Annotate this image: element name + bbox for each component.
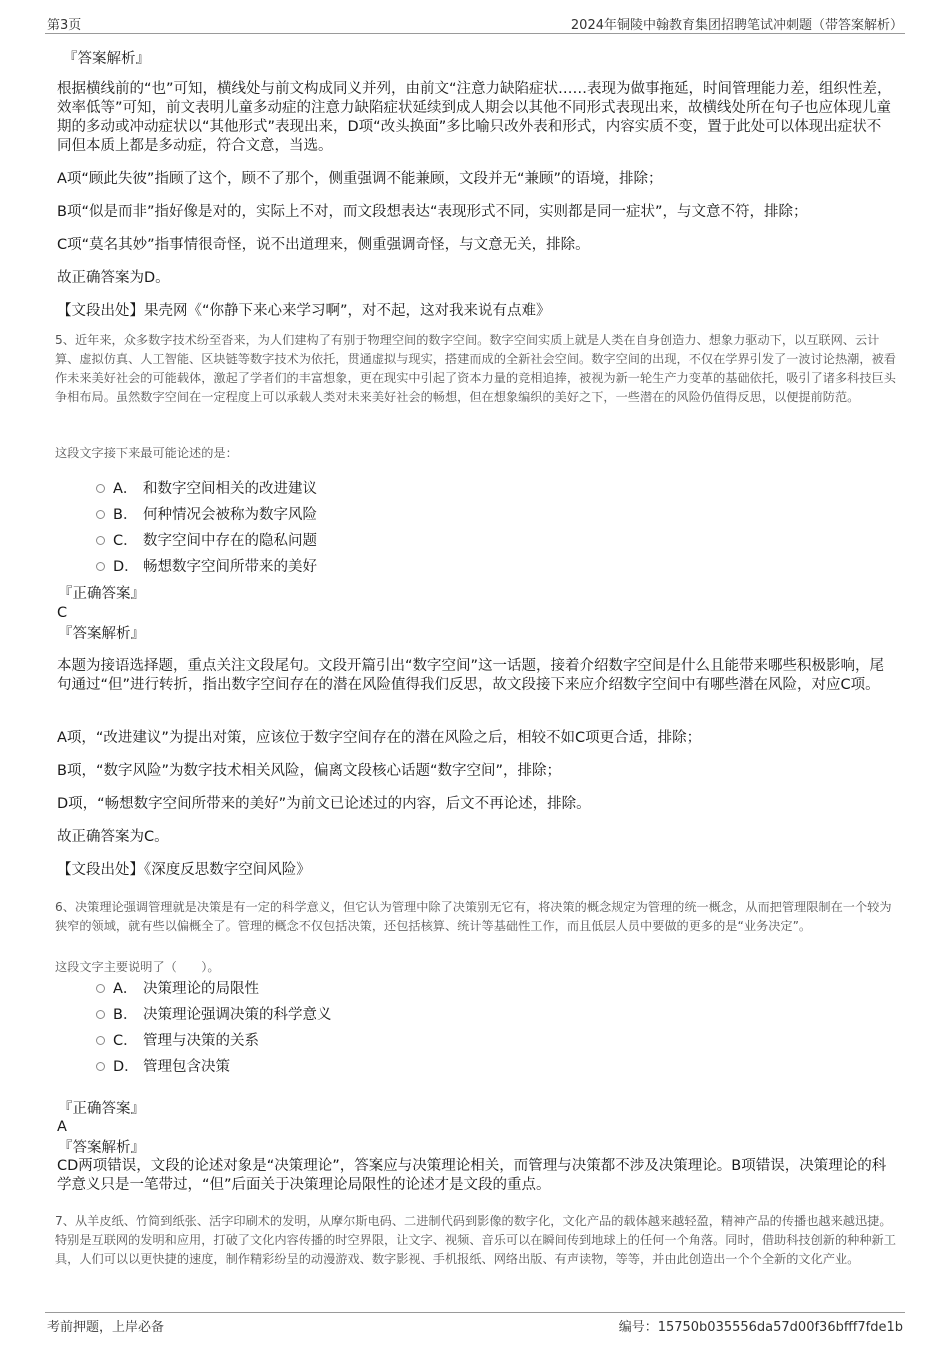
q5-option-a[interactable]: A． 和数字空间相关的改进建议 <box>96 479 317 499</box>
page-number: 第3页 <box>47 18 82 33</box>
q5-option-b-analysis: B项，“数字风险”为数字技术相关风险，偏离文段核心话题“数字空间”，排除； <box>57 763 561 779</box>
page-footer <box>45 1312 905 1335</box>
q6-analysis-label: 『答案解析』 <box>58 1140 145 1156</box>
q4-source: 【文段出处】果壳网《“你静下来心来学习啊”，对不起，这对我来说有点难》 <box>57 303 551 319</box>
page-header <box>45 13 905 34</box>
q6-answer-label: 『正确答案』 <box>58 1101 145 1117</box>
q6-question: 这段文字主要说明了（ ）。 <box>55 960 220 974</box>
q5-stem: 5、近年来，众多数字技术纷至沓来，为人们建构了有别于物理空间的数字空间。数字空间实质上就是人类在自身创造力、想象力驱动下，以互联网、云计算、虚拟仿真、人工智能、区块链等数字技术为依托，贯通虚拟与现实，搭建而成的全新社会空间。数字空间的出现，不仅在学界引发了一波讨论热潮，被看作未来美好社会的可能载体，激起了学者们的丰富想象，更在现实中引起了资本力量的竞相追捧，被视为新一轮生产力变革的基础依托，吸引了诸多科技巨头争相布局。虽然数字空间在一定程度上可以承载人类对未来美好社会的畅想，但在想象编织的美好之下，一些潜在的风险仍值得反思，以便提前防范。 <box>55 333 896 404</box>
radio-icon[interactable] <box>96 484 105 493</box>
q5-option-c[interactable]: C． 数字空间中存在的隐私问题 <box>96 531 317 551</box>
footer-slogan: 考前押题，上岸必备 <box>47 1320 165 1335</box>
radio-icon[interactable] <box>96 1062 105 1071</box>
q5-question: 这段文字接下来最可能论述的是： <box>55 446 238 460</box>
q5-answer-label: 『正确答案』 <box>58 586 145 602</box>
document-title: 2024年铜陵中翰教育集团招聘笔试冲刺题（带答案解析） <box>570 18 903 33</box>
radio-icon[interactable] <box>96 1010 105 1019</box>
q4-option-b-analysis: B项“似是而非”指好像是对的，实际上不对，而文段想表达“表现形式不同，实则都是同一症状”，与文意不符，排除； <box>57 204 808 220</box>
radio-icon[interactable] <box>96 984 105 993</box>
radio-icon[interactable] <box>96 536 105 545</box>
document-id: 编号：15750b035556da57d00f36bfff7fde1b <box>618 1320 903 1335</box>
q4-analysis: 根据横线前的“也”可知，横线处与前文构成同义并列，由前文“注意力缺陷症状……表现为做事拖延，时间管理能力差，组织性差，效率低等”可知，前文表明儿童多动症的注意力缺陷症状延续到成人期会以其他不同形式表现出来，故横线处所在句子也应体现儿童期的多动或冲动症状以“其他形式”表现出来，D项“改头换面”多比喻只改外表和形式，内容实质不变，置于此处可以体现出症状不同但本质上都是多动症，符合文意，当选。 <box>57 81 892 154</box>
q7-stem: 7、从羊皮纸、竹简到纸张、活字印刷术的发明，从摩尔斯电码、二进制代码到影像的数字化，文化产品的载体越来越轻盈，精神产品的传播也越来越迅捷。特别是互联网的发明和应用，打破了文化内容传播的时空界限，让文字、视频、音乐可以在瞬间传到地球上的任何一个角落。同时，借助科技创新的种种新工具，人们可以以更快捷的速度，制作精彩纷呈的动漫游戏、数字影视、手机报纸、网络出版、有声读物，等等，并由此创造出一个个全新的文化产业。 <box>55 1214 896 1266</box>
q5-analysis: 本题为接语选择题，重点关注文段尾句。文段开篇引出“数字空间”这一话题，接着介绍数字空间是什么且能带来哪些积极影响，尾句通过“但”进行转折，指出数字空间存在的潜在风险值得我们反思，故文段接下来应介绍数字空间中有哪些潜在风险，对应C项。 <box>57 658 885 693</box>
q6-stem: 6、决策理论强调管理就是决策是有一定的科学意义，但它认为管理中除了决策别无它有，将决策的概念规定为管理的统一概念，从而把管理限制在一个较为狭窄的领域，就有些以偏概全了。管理的概念不仅包括决策，还包括核算、统计等基础性工作，而且低层人员中要做的更多的是“业务决定”。 <box>55 900 892 933</box>
radio-icon[interactable] <box>96 562 105 571</box>
radio-icon[interactable] <box>96 510 105 519</box>
q5-option-b[interactable]: B． 何种情况会被称为数字风险 <box>96 505 317 525</box>
q5-answer: C <box>57 605 68 621</box>
q5-option-a-analysis: A项，“改进建议”为提出对策，应该位于数字空间存在的潜在风险之后，相较不如C项更合适，排除； <box>57 730 702 746</box>
q4-analysis-label: 『答案解析』 <box>63 51 150 67</box>
radio-icon[interactable] <box>96 1036 105 1045</box>
q6-option-b[interactable]: B． 决策理论强调决策的科学意义 <box>96 1005 332 1025</box>
q6-option-c[interactable]: C． 管理与决策的关系 <box>96 1031 259 1051</box>
q6-option-d[interactable]: D． 管理包含决策 <box>96 1057 230 1077</box>
q5-conclusion: 故正确答案为C。 <box>57 829 169 845</box>
q5-analysis-label: 『答案解析』 <box>58 626 145 642</box>
q6-answer: A <box>57 1119 67 1135</box>
q6-analysis: CD两项错误，文段的论述对象是“决策理论”，答案应与决策理论相关，而管理与决策都不涉及决策理论。B项错误，决策理论的科学意义只是一笔带过，“但”后面关于决策理论局限性的论述才是文段的重点。 <box>57 1158 887 1193</box>
q5-source: 【文段出处】《深度反思数字空间风险》 <box>57 862 311 878</box>
q4-option-a-analysis: A项“顾此失彼”指顾了这个，顾不了那个，侧重强调不能兼顾，文段并无“兼顾”的语境，排除； <box>57 171 663 187</box>
q5-option-d[interactable]: D． 畅想数字空间所带来的美好 <box>96 557 317 577</box>
q4-conclusion: 故正确答案为D。 <box>57 270 170 286</box>
q4-option-c-analysis: C项“莫名其妙”指事情很奇怪，说不出道理来，侧重强调奇怪，与文意无关，排除。 <box>57 237 590 253</box>
q6-option-a[interactable]: A． 决策理论的局限性 <box>96 979 259 999</box>
q5-option-d-analysis: D项，“畅想数字空间所带来的美好”为前文已论述过的内容，后文不再论述，排除。 <box>57 796 591 812</box>
